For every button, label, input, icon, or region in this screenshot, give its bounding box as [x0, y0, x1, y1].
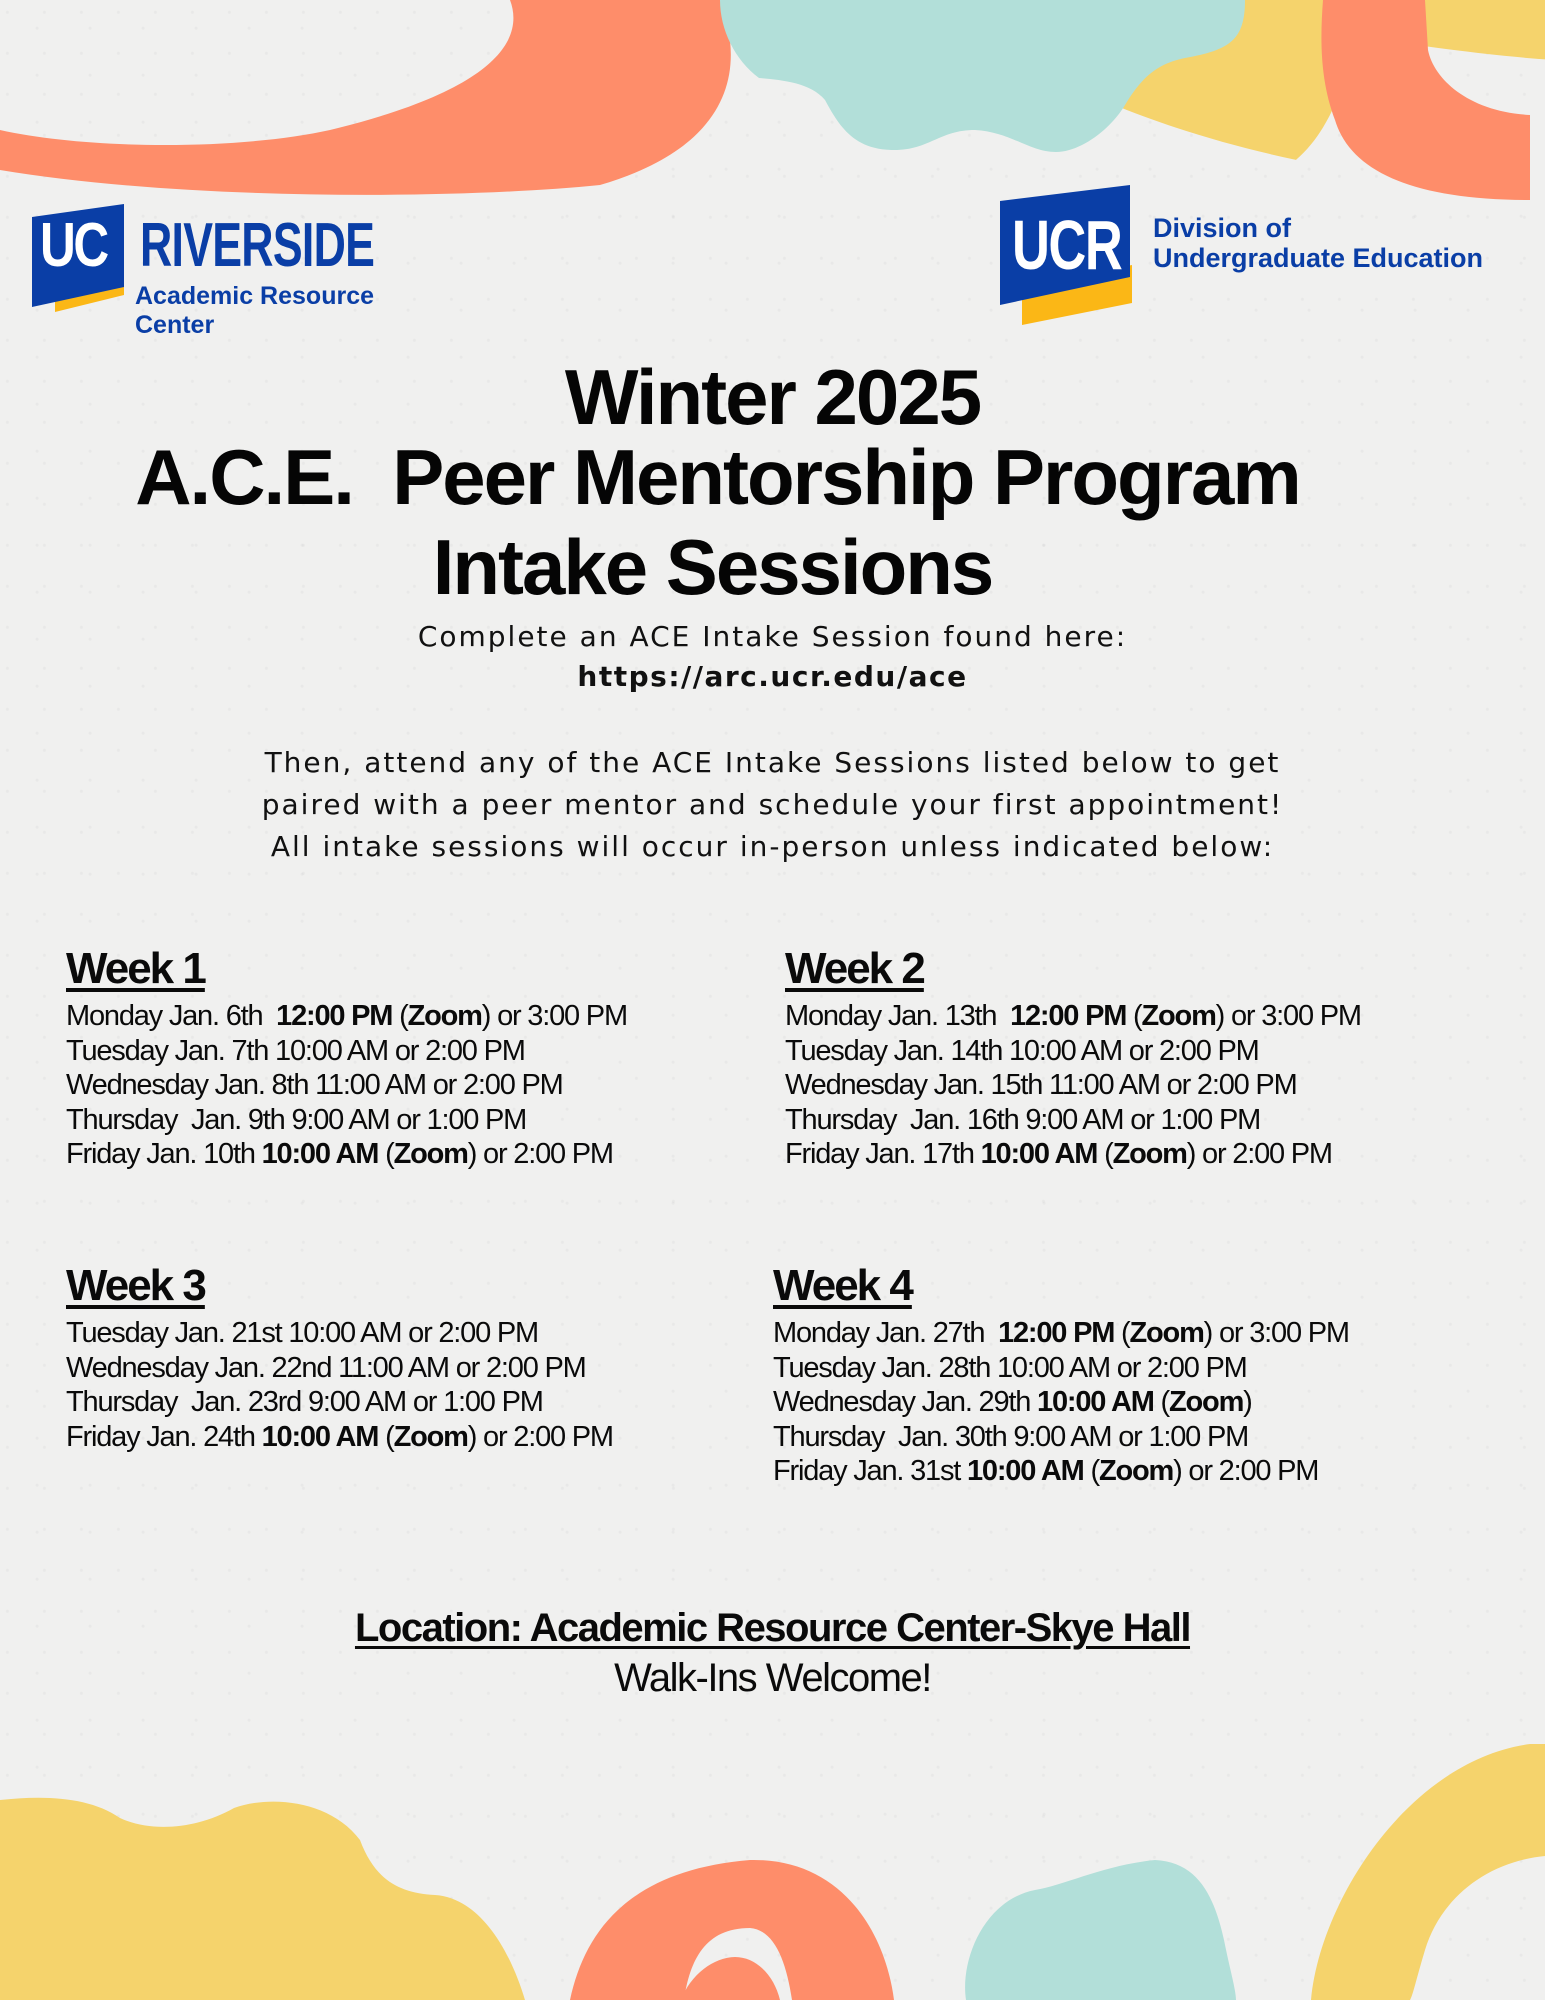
session-text: Wednesday Jan. 8th 11:00 AM or 2:00 PM	[66, 1069, 563, 1101]
session-text: Tuesday Jan. 14th 10:00 AM or 2:00 PM	[785, 1034, 1259, 1067]
session-bold-text: Zoom	[1112, 1138, 1187, 1170]
session-text: Wednesday Jan. 15th 11:00 AM or 2:00 PM	[785, 1069, 1297, 1101]
session-text: (	[1114, 1317, 1130, 1349]
session-row	[785, 1137, 1361, 1172]
session-row	[66, 1068, 627, 1103]
session-bold-text: Zoom	[1169, 1386, 1244, 1418]
session-bold-text: 10:00 AM	[261, 1138, 379, 1170]
session-bold-text: 10:00 AM	[1037, 1386, 1154, 1418]
session-text: Tuesday Jan. 28th 10:00 AM or 2:00 PM	[773, 1351, 1247, 1384]
session-bold-text: Zoom	[1129, 1317, 1204, 1349]
arc-subtitle: Academic Resource Center	[135, 282, 375, 339]
session-text: ) or 2:00 PM	[1186, 1138, 1332, 1170]
walk-ins-welcome: Walk-Ins Welcome!	[614, 1656, 931, 1700]
session-row	[66, 1137, 627, 1172]
week-heading: Week 1	[66, 944, 205, 993]
week-heading: Week 4	[773, 1261, 912, 1310]
session-text: Thursday Jan. 9th 9:00 AM or 1:00 PM	[66, 1103, 527, 1136]
division-of-line: Division of	[1153, 213, 1292, 243]
session-text: ) or 2:00 PM	[467, 1138, 613, 1170]
session-bold-text: 12:00 PM	[998, 1317, 1115, 1349]
session-text: (	[1083, 1455, 1099, 1487]
session-text: Monday Jan. 27th	[773, 1317, 999, 1349]
coral-ring-top-left	[0, 0, 731, 195]
title-program: A.C.E. Peer Mentorship Program	[135, 433, 1300, 521]
week-4-schedule	[773, 1262, 1349, 1489]
session-text: Wednesday Jan. 29th	[773, 1386, 1038, 1418]
session-row	[773, 1385, 1349, 1420]
intro-complete: Complete an ACE Intake Session found here:	[417, 620, 1128, 653]
session-row	[66, 1351, 613, 1386]
session-row	[785, 1034, 1361, 1069]
session-text: (	[392, 1000, 408, 1032]
session-text: Thursday Jan. 23rd 9:00 AM or 1:00 PM	[66, 1386, 543, 1418]
session-bold-text: Zoom	[1141, 1000, 1216, 1032]
session-bold-text: 12:00 PM	[1010, 1000, 1127, 1032]
session-bold-text: Zoom	[1098, 1455, 1174, 1487]
session-bold-text: Zoom	[393, 1138, 468, 1170]
session-row	[773, 1351, 1349, 1386]
session-row	[66, 1316, 613, 1351]
intro-then-line1: Then, attend any of the ACE Intake Sessions listed below to get	[264, 746, 1281, 779]
session-row	[66, 999, 627, 1034]
session-text: Tuesday Jan. 7th 10:00 AM or 2:00 PM	[66, 1034, 525, 1067]
session-bold-text: 10:00 AM	[980, 1138, 1098, 1170]
week-2-schedule	[785, 945, 1361, 1172]
session-row	[773, 1420, 1349, 1455]
session-text: Friday Jan. 31st	[773, 1455, 967, 1487]
session-bold-text: Zoom	[393, 1420, 468, 1453]
session-text: Tuesday Jan. 21st 10:00 AM or 2:00 PM	[66, 1317, 538, 1349]
ucr-undergraduate-education-logo	[1000, 185, 1500, 325]
session-text: Monday Jan. 13th	[785, 1000, 1011, 1032]
session-text: )	[1243, 1386, 1252, 1418]
intro-then-line2: paired with a peer mentor and schedule your first appointment!	[261, 788, 1284, 821]
coral-arch-inner	[681, 1957, 780, 2000]
session-row	[785, 1103, 1361, 1138]
yellow-blob-bottom	[0, 1798, 525, 2000]
session-text: ) or 2:00 PM	[467, 1420, 613, 1453]
uc-badge-text: UC	[40, 211, 107, 280]
session-text: Thursday Jan. 16th 9:00 AM or 1:00 PM	[785, 1103, 1261, 1136]
session-row	[773, 1454, 1349, 1489]
session-text: ) or 2:00 PM	[1173, 1455, 1319, 1487]
uc-riverside-arc-logo	[32, 200, 452, 339]
session-row	[785, 1068, 1361, 1103]
week-heading: Week 2	[785, 944, 924, 993]
session-row	[66, 1420, 613, 1455]
session-text: (	[378, 1420, 394, 1453]
session-text: Friday Jan. 10th	[66, 1138, 262, 1170]
session-text: Monday Jan. 6th	[66, 1000, 277, 1032]
teal-blob-bottom	[965, 1860, 1236, 2000]
week-heading: Week 3	[66, 1261, 205, 1310]
session-text: ) or 3:00 PM	[481, 1000, 627, 1032]
intro-then-line3: All intake sessions will occur in-person unless indicated below:	[270, 830, 1275, 863]
week-1-schedule	[66, 945, 627, 1172]
session-row	[66, 1385, 613, 1420]
intake-url-link[interactable]: https://arc.ucr.edu/ace	[577, 660, 968, 693]
session-text: Thursday Jan. 30th 9:00 AM or 1:00 PM	[773, 1420, 1249, 1453]
session-text: (	[1153, 1386, 1170, 1418]
session-text: Wednesday Jan. 22nd 11:00 AM or 2:00 PM	[66, 1351, 586, 1384]
session-row	[66, 1034, 627, 1069]
title-intake-sessions: Intake Sessions	[432, 523, 993, 611]
session-text: (	[1126, 1000, 1142, 1032]
title-winter-2025: Winter 2025	[564, 353, 981, 441]
session-row	[66, 1103, 627, 1138]
session-text: Friday Jan. 17th	[785, 1138, 981, 1170]
session-text: (	[1097, 1138, 1113, 1170]
session-bold-text: Zoom	[407, 1000, 482, 1032]
riverside-wordmark: RIVERSIDE	[140, 211, 375, 280]
session-row	[773, 1316, 1349, 1351]
ucr-badge-text: UCR	[1012, 206, 1122, 284]
session-bold-text: 10:00 AM	[966, 1455, 1084, 1487]
session-bold-text: 10:00 AM	[261, 1420, 379, 1453]
location-heading: Location: Academic Resource Center-Skye Hall	[354, 1606, 1191, 1650]
session-bold-text: 12:00 PM	[276, 1000, 393, 1032]
session-text: (	[378, 1138, 394, 1170]
session-text: Friday Jan. 24th	[66, 1420, 262, 1453]
yellow-arch-bottom-right	[1311, 1744, 1545, 2000]
session-row	[785, 999, 1361, 1034]
session-text: ) or 3:00 PM	[1203, 1317, 1349, 1349]
week-3-schedule	[66, 1262, 613, 1454]
session-text: ) or 3:00 PM	[1215, 1000, 1361, 1032]
undergraduate-education-line: Undergraduate Education	[1153, 243, 1484, 273]
